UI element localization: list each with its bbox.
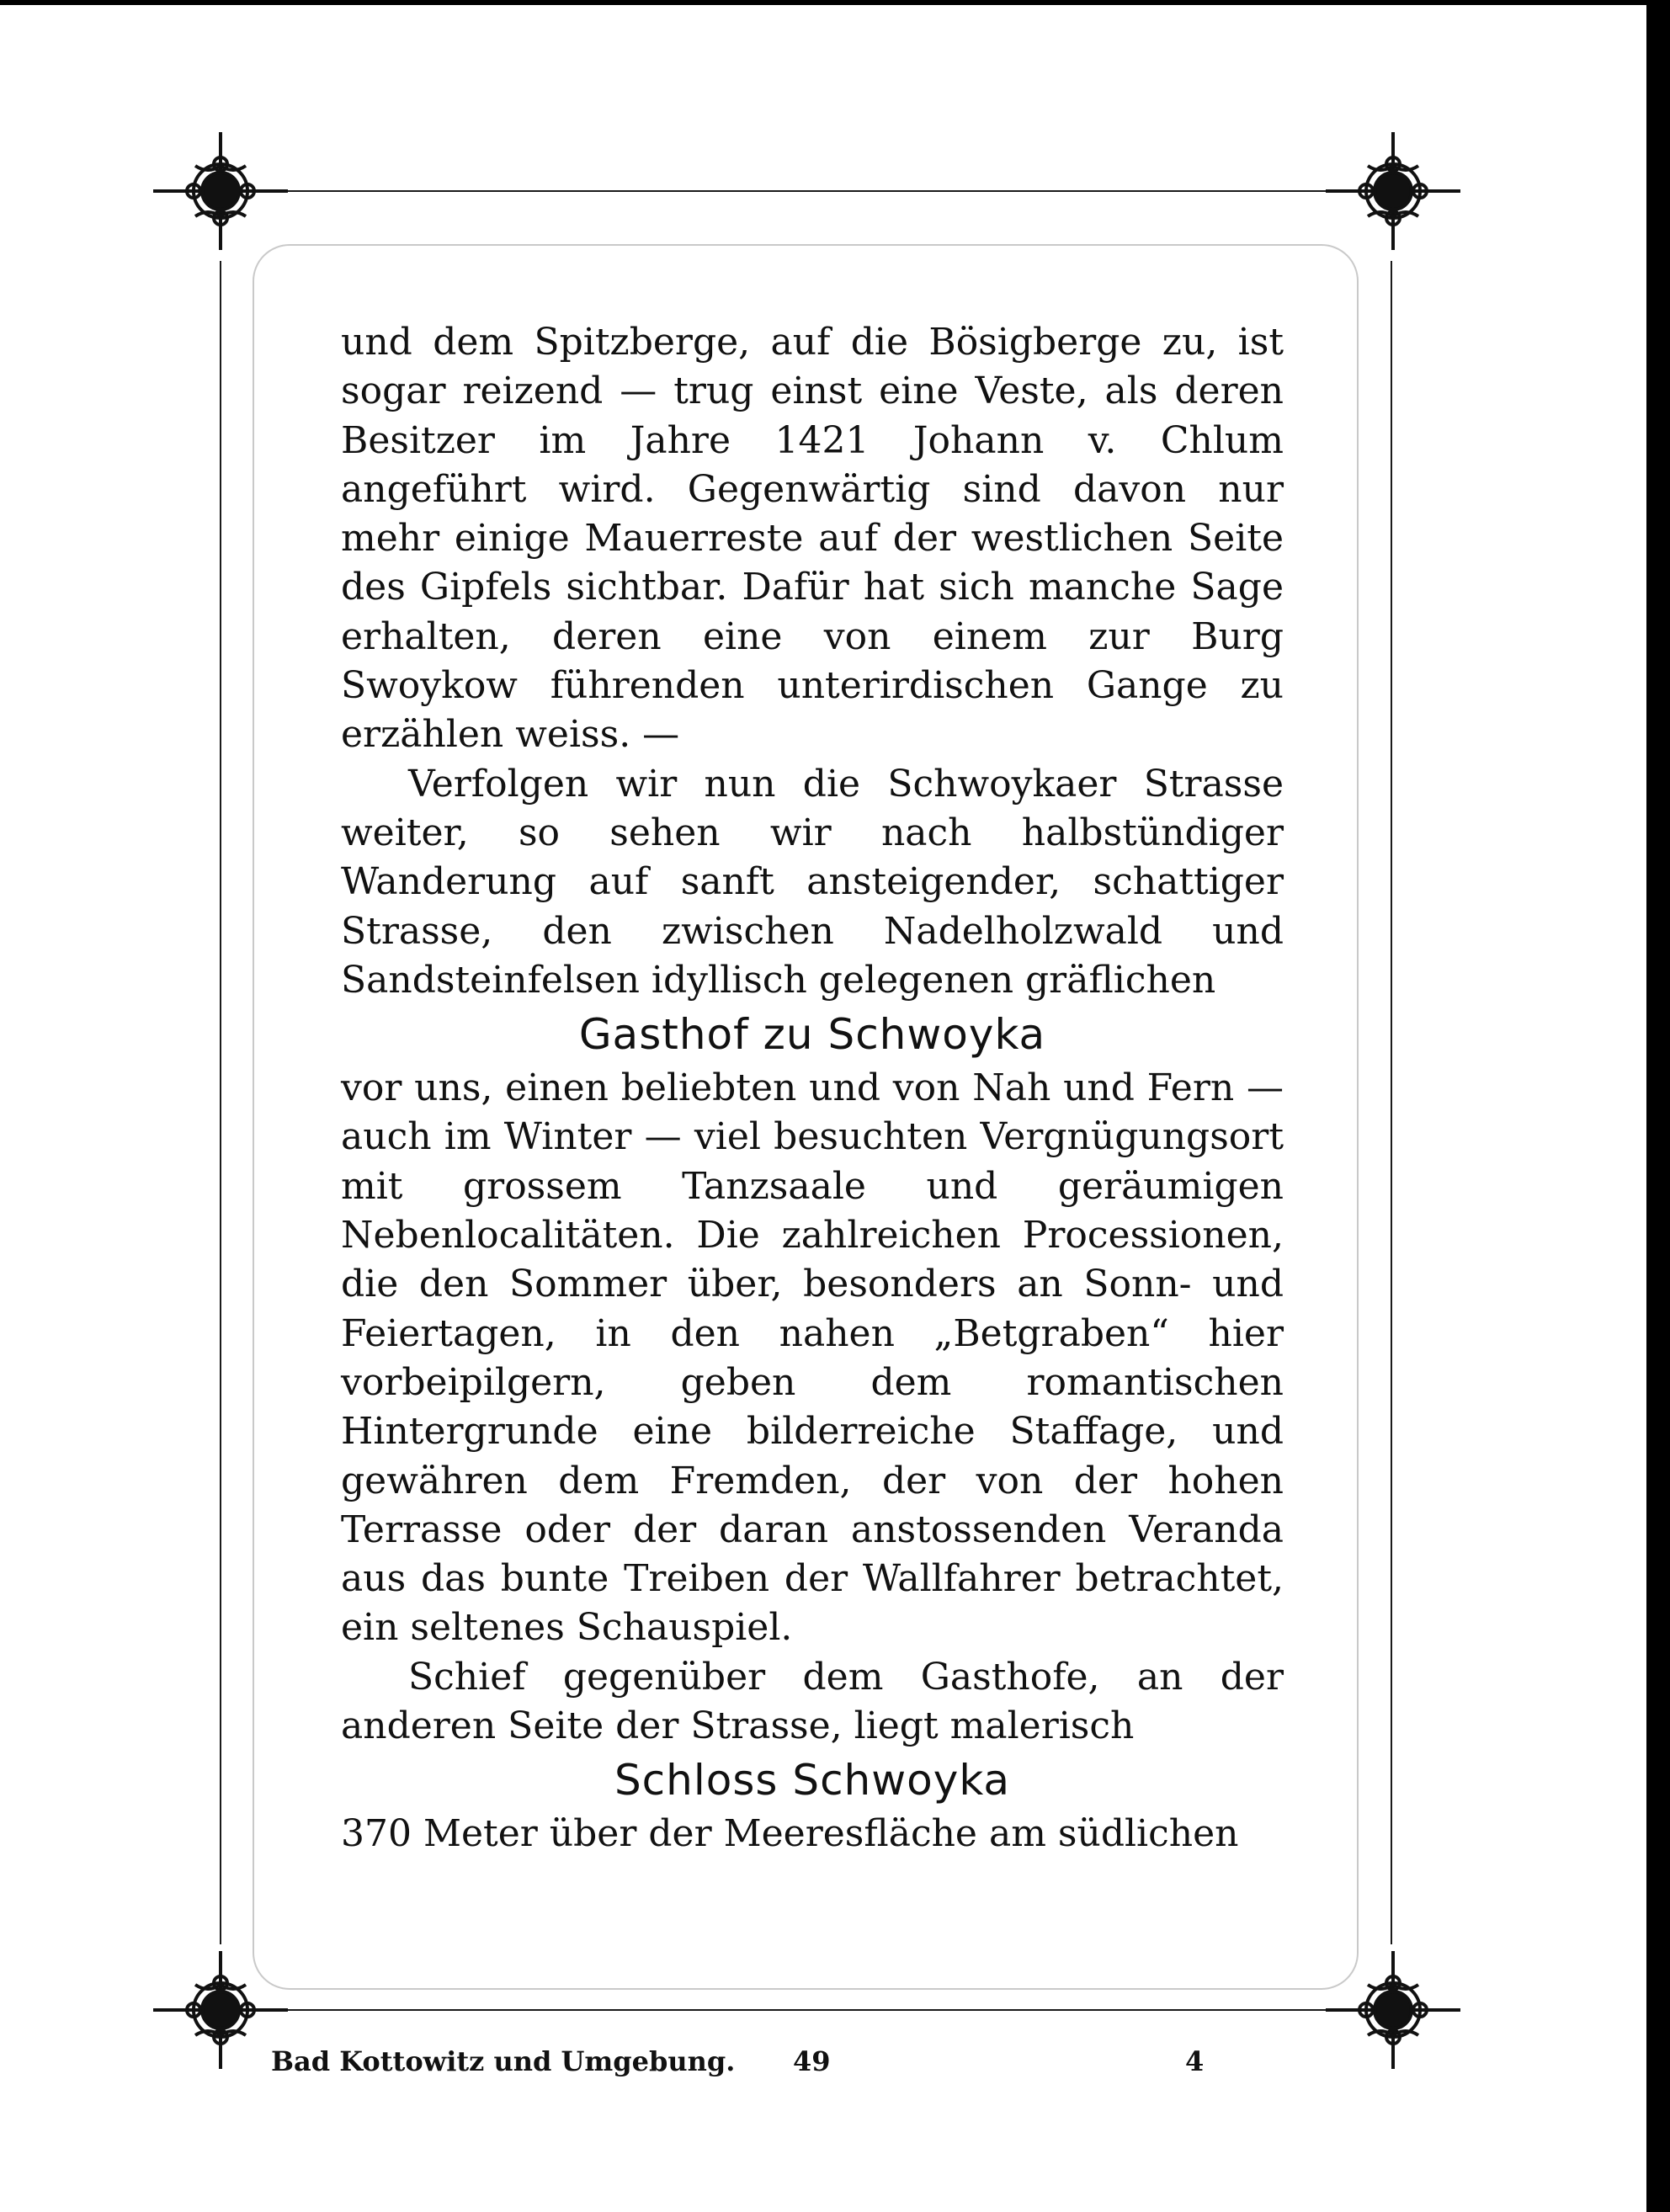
body-paragraph: 370 Meter über der Meeresfläche am südlichen <box>341 1812 1239 1856</box>
body-paragraph: und dem Spitzberge, auf die Bösigberge zu, ist sogar reizend — trug einst eine Veste, als deren Besitzer im Jahre 1421 Johann v. Chlum angeführt wird. Gegenwärtig sind davon nur mehr einige Mauerreste auf der westlichen Seite des Gipfels sichtbar. Dafür hat sich manche Sage erhalten, deren eine von einem zur Burg Swoykow führenden unterirdischen Gange zu erzählen weiss. — <box>341 321 1284 757</box>
gathering-mark: 4 <box>1185 2045 1205 2077</box>
section-heading: Schloss Schwoyka <box>614 1756 1011 1805</box>
scan-edge-right <box>1646 0 1670 2212</box>
section-heading: Gasthof zu Schwoyka <box>578 1010 1046 1060</box>
corner-ornament-icon <box>145 115 296 267</box>
frame-top-line <box>278 190 1330 192</box>
footer-signature: Bad Kottowitz und Umgebung. <box>271 2045 736 2077</box>
corner-ornament-icon <box>1317 115 1469 267</box>
page-number: 49 <box>793 2045 831 2077</box>
body-paragraph: Verfolgen wir nun die Schwoykaer Strasse weiter, so sehen wir nach halbstündiger Wanderung auf sanft ansteigender, schattiger Strasse, den zwischen Nadelholzwald und Sandsteinfelsen idyllisch gelegenen gräflichen <box>341 762 1284 1002</box>
page-body <box>341 318 1284 1859</box>
frame-bottom-line <box>278 2009 1330 2011</box>
body-paragraph: vor uns, einen beliebten und von Nah und Fern — auch im Winter — viel besuchten Vergnügungsort mit grossem Tanzsaale und geräumigen Nebenlocalitäten. Die zahlreichen Processionen, die den Sommer über, besonders an Sonn- und Feiertagen, in den nahen „Betgraben“ hier vorbeipilgern, geben dem romantischen Hintergrunde eine bilderreiche Staffage, und gewähren dem Fremden, der von der hohen Terrasse oder der daran anstossenden Veranda aus das bunte Treiben der Wallfahrer betrachtet, ein seltenes Schauspiel. <box>341 1066 1284 1650</box>
scan-edge-top <box>0 0 1670 5</box>
frame-right-line <box>1391 261 1392 1944</box>
body-paragraph: Schief gegenüber dem Gasthofe, an der anderen Seite der Strasse, liegt malerisch <box>341 1655 1284 1748</box>
frame-left-line <box>220 261 221 1944</box>
